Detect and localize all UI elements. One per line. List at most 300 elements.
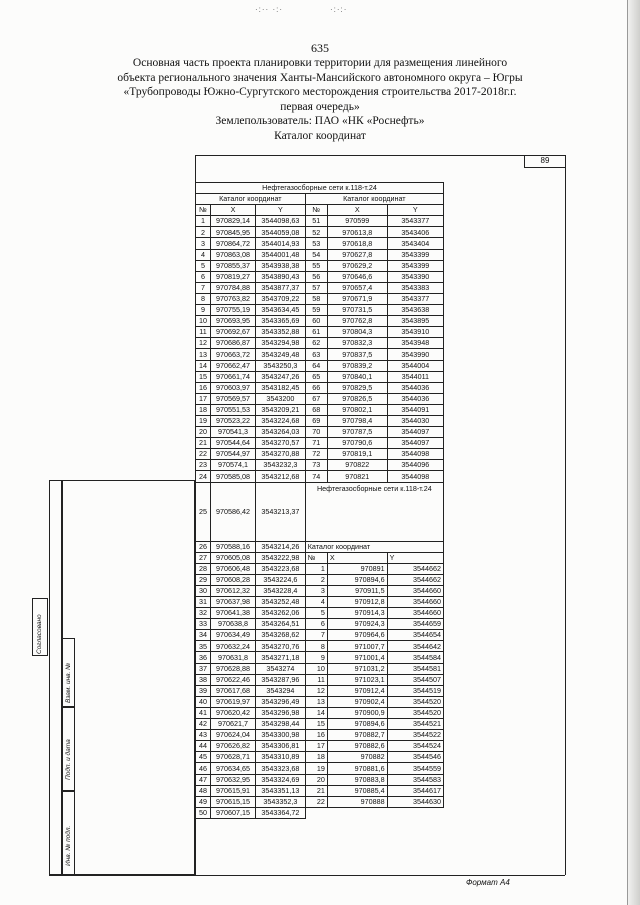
- point-y: 3543223,68: [256, 563, 306, 574]
- point-number: 13: [305, 696, 327, 707]
- point-x: 970624,04: [211, 730, 256, 741]
- second-header-x: X: [327, 552, 387, 563]
- point-number: 5: [305, 608, 327, 619]
- point-x: 970784,88: [211, 282, 256, 293]
- point-y: 3543296,49: [256, 696, 306, 707]
- point-x: 970620,42: [211, 707, 256, 718]
- point-x: 970632,95: [211, 774, 256, 785]
- point-x: 970731,5: [327, 305, 387, 316]
- point-y: 3544520: [387, 707, 443, 718]
- point-y: 3543250,3: [256, 360, 306, 371]
- catalog-label-right: Каталог координат: [305, 194, 443, 205]
- format-label: Формат А4: [466, 878, 510, 887]
- point-y: 3543294: [256, 685, 306, 696]
- point-y: 3544617: [387, 785, 443, 796]
- point-x: 970819,1: [327, 449, 387, 460]
- point-y: 3543390: [387, 271, 443, 282]
- point-y: 3544011: [387, 371, 443, 382]
- table-row: [196, 563, 444, 574]
- point-y: 3543709,22: [256, 293, 306, 304]
- point-y: 3544654: [387, 630, 443, 641]
- point-number: 10: [305, 663, 327, 674]
- point-y: 3544660: [387, 597, 443, 608]
- point-number: 59: [305, 305, 327, 316]
- point-number: 58: [305, 293, 327, 304]
- table-row: [196, 482, 444, 541]
- table-row: [196, 619, 444, 630]
- point-y: 3543895: [387, 316, 443, 327]
- point-number: 46: [196, 763, 211, 774]
- point-x: 970541,3: [211, 427, 256, 438]
- point-y: 3543351,13: [256, 785, 306, 796]
- table-row: [196, 327, 444, 338]
- point-y: 3544662: [387, 574, 443, 585]
- point-y: 3543399: [387, 260, 443, 271]
- point-y: 3543365,69: [256, 316, 306, 327]
- point-x: 970617,68: [211, 685, 256, 696]
- point-y: 3544519: [387, 685, 443, 696]
- point-x: 970692,67: [211, 327, 256, 338]
- point-x: 970912,4: [327, 685, 387, 696]
- point-y: 3543268,62: [256, 630, 306, 641]
- side-stamp-strip: [49, 480, 195, 875]
- side-label-replace: Взам. инв. №: [65, 662, 72, 703]
- empty-cell: [305, 807, 443, 818]
- point-x: 970615,15: [211, 796, 256, 807]
- point-y: 3543306,81: [256, 741, 306, 752]
- table-row: [196, 763, 444, 774]
- point-number: 33: [196, 619, 211, 630]
- point-number: 36: [196, 652, 211, 663]
- table-row: [196, 774, 444, 785]
- table-row: [196, 238, 444, 249]
- point-number: 38: [196, 674, 211, 685]
- point-y: 3543224,6: [256, 574, 306, 585]
- point-number: 31: [196, 597, 211, 608]
- point-number: 30: [196, 585, 211, 596]
- point-x: 970631,8: [211, 652, 256, 663]
- point-number: 18: [196, 404, 211, 415]
- point-x: 970821: [327, 471, 387, 482]
- point-x: 970608,28: [211, 574, 256, 585]
- side-stamp-border: [49, 480, 62, 875]
- point-y: 3543296,98: [256, 707, 306, 718]
- table-row: [196, 305, 444, 316]
- point-x: 970574,1: [211, 460, 256, 471]
- coordinates-table: [195, 182, 444, 819]
- header-x-left: X: [211, 205, 256, 216]
- point-y: 3543274: [256, 663, 306, 674]
- point-x: 970798,4: [327, 415, 387, 426]
- point-number: 52: [305, 227, 327, 238]
- point-number: 12: [305, 685, 327, 696]
- point-x: 970837,5: [327, 349, 387, 360]
- point-y: 3544583: [387, 774, 443, 785]
- heading-line-6: Каталог координат: [274, 129, 366, 142]
- approval-label: Согласовано: [36, 614, 43, 654]
- point-number: 63: [305, 349, 327, 360]
- table-row: [196, 371, 444, 382]
- point-y: 3543310,89: [256, 752, 306, 763]
- point-x: 970544,97: [211, 449, 256, 460]
- point-number: 14: [196, 360, 211, 371]
- scan-artifact: ·:·· ·:·: [255, 5, 283, 14]
- point-number: 3: [305, 585, 327, 596]
- point-number: 71: [305, 438, 327, 449]
- point-x: 970621,7: [211, 719, 256, 730]
- point-y: 3543948: [387, 338, 443, 349]
- table-row: [196, 249, 444, 260]
- point-x: 970588,16: [211, 541, 256, 552]
- point-number: 56: [305, 271, 327, 282]
- point-x: 971001,4: [327, 652, 387, 663]
- point-number: 8: [305, 641, 327, 652]
- point-number: 62: [305, 338, 327, 349]
- point-x: 970855,37: [211, 260, 256, 271]
- point-number: 17: [305, 741, 327, 752]
- heading-line-4: первая очередь»: [280, 100, 360, 113]
- point-x: 970605,08: [211, 552, 256, 563]
- point-x: 971023,1: [327, 674, 387, 685]
- point-number: 73: [305, 460, 327, 471]
- point-x: 970607,15: [211, 807, 256, 818]
- header-num-left: №: [196, 205, 211, 216]
- table-row: [196, 663, 444, 674]
- point-x: 970964,6: [327, 630, 387, 641]
- point-number: 17: [196, 393, 211, 404]
- point-y: 3543352,88: [256, 327, 306, 338]
- point-x: 970661,74: [211, 371, 256, 382]
- point-number: 9: [305, 652, 327, 663]
- page-number: 635: [311, 41, 329, 55]
- second-header-y: Y: [387, 552, 443, 563]
- point-number: 66: [305, 382, 327, 393]
- point-x: 970914,3: [327, 608, 387, 619]
- point-x: 970619,97: [211, 696, 256, 707]
- table-row: [196, 674, 444, 685]
- table-row: [196, 552, 444, 563]
- point-number: 50: [196, 807, 211, 818]
- point-number: 7: [305, 630, 327, 641]
- point-y: 3543264,03: [256, 427, 306, 438]
- point-y: 3544546: [387, 752, 443, 763]
- point-number: 21: [305, 785, 327, 796]
- point-number: 39: [196, 685, 211, 696]
- point-x: 970569,57: [211, 393, 256, 404]
- point-y: 3544662: [387, 563, 443, 574]
- point-y: 3544098: [387, 471, 443, 482]
- point-number: 74: [305, 471, 327, 482]
- point-y: 3543890,43: [256, 271, 306, 282]
- point-y: 3544581: [387, 663, 443, 674]
- point-y: 3543352,3: [256, 796, 306, 807]
- point-number: 6: [196, 271, 211, 282]
- point-number: 49: [196, 796, 211, 807]
- point-y: 3543323,68: [256, 763, 306, 774]
- point-number: 8: [196, 293, 211, 304]
- point-x: 970829,5: [327, 382, 387, 393]
- table-row: [196, 719, 444, 730]
- point-number: 20: [305, 774, 327, 785]
- table-row: [196, 752, 444, 763]
- table-row: [196, 316, 444, 327]
- point-number: 60: [305, 316, 327, 327]
- point-number: 4: [305, 597, 327, 608]
- table-row: [196, 541, 444, 552]
- point-number: 35: [196, 641, 211, 652]
- point-x: 970686,87: [211, 338, 256, 349]
- point-x: 970900,9: [327, 707, 387, 718]
- point-number: 21: [196, 438, 211, 449]
- point-x: 970612,32: [211, 585, 256, 596]
- point-x: 970881,6: [327, 763, 387, 774]
- point-y: 3543910: [387, 327, 443, 338]
- point-number: 19: [196, 415, 211, 426]
- catalog-label-left: Каталог координат: [196, 194, 306, 205]
- point-number: 67: [305, 393, 327, 404]
- point-y: 3543404: [387, 238, 443, 249]
- point-x: 970628,88: [211, 663, 256, 674]
- point-x: 970894,6: [327, 719, 387, 730]
- point-number: 32: [196, 608, 211, 619]
- heading-line-1: Основная часть проекта планировки территории для размещения линейного: [132, 57, 508, 69]
- point-x: 970632,24: [211, 641, 256, 652]
- header-num-right: №: [305, 205, 327, 216]
- point-number: 11: [196, 327, 211, 338]
- point-number: 11: [305, 674, 327, 685]
- table-row: [196, 349, 444, 360]
- point-x: 970840,1: [327, 371, 387, 382]
- point-y: 3543182,45: [256, 382, 306, 393]
- point-number: 1: [196, 216, 211, 227]
- point-y: 3543364,72: [256, 807, 306, 818]
- point-y: 3544097: [387, 438, 443, 449]
- point-y: 3544522: [387, 730, 443, 741]
- point-y: 3543638: [387, 305, 443, 316]
- table-row: [196, 641, 444, 652]
- table-row: [196, 685, 444, 696]
- point-x: 970832,3: [327, 338, 387, 349]
- point-x: 970882,6: [327, 741, 387, 752]
- point-number: 2: [196, 227, 211, 238]
- point-x: 970646,6: [327, 271, 387, 282]
- table-row: [196, 393, 444, 404]
- point-x: 970671,9: [327, 293, 387, 304]
- point-number: 28: [196, 563, 211, 574]
- point-y: 3544584: [387, 652, 443, 663]
- point-y: 3543232,3: [256, 460, 306, 471]
- point-x: 970911,5: [327, 585, 387, 596]
- point-number: 61: [305, 327, 327, 338]
- point-y: 3543270,76: [256, 641, 306, 652]
- point-number: 6: [305, 619, 327, 630]
- side-label-sign: Подп. и дата: [65, 739, 72, 780]
- table-row: [196, 785, 444, 796]
- table-row: [196, 796, 444, 807]
- point-x: 970628,71: [211, 752, 256, 763]
- point-y: 3544642: [387, 641, 443, 652]
- point-x: 971031,2: [327, 663, 387, 674]
- point-y: 3544036: [387, 393, 443, 404]
- point-x: 970663,72: [211, 349, 256, 360]
- document-heading: [0, 56, 640, 143]
- point-x: 970787,5: [327, 427, 387, 438]
- approval-box: [32, 598, 48, 656]
- point-number: 42: [196, 719, 211, 730]
- point-number: 23: [196, 460, 211, 471]
- point-x: 970762,8: [327, 316, 387, 327]
- point-x: 970894,6: [327, 574, 387, 585]
- point-number: 16: [196, 382, 211, 393]
- heading-line-5: Землепользователь: ПАО «НК «Роснефть»: [215, 115, 425, 127]
- point-x: 970615,91: [211, 785, 256, 796]
- table-row: [196, 427, 444, 438]
- point-number: 72: [305, 449, 327, 460]
- point-number: 9: [196, 305, 211, 316]
- table-row: [196, 338, 444, 349]
- point-y: 3543377: [387, 293, 443, 304]
- point-x: 970864,72: [211, 238, 256, 249]
- point-number: 14: [305, 707, 327, 718]
- point-x: 970622,46: [211, 674, 256, 685]
- point-x: 970523,22: [211, 415, 256, 426]
- point-number: 44: [196, 741, 211, 752]
- point-y: 3544059,08: [256, 227, 306, 238]
- point-x: 970603,97: [211, 382, 256, 393]
- point-number: 12: [196, 338, 211, 349]
- point-x: 970882,7: [327, 730, 387, 741]
- point-number: 70: [305, 427, 327, 438]
- table-row: [196, 471, 444, 482]
- point-y: 3543938,38: [256, 260, 306, 271]
- scan-artifact: ·:·:·: [330, 5, 348, 14]
- table-row: [196, 360, 444, 371]
- point-x: 970626,82: [211, 741, 256, 752]
- point-x: 970586,42: [211, 482, 256, 541]
- point-number: 25: [196, 482, 211, 541]
- point-y: 3543271,18: [256, 652, 306, 663]
- frame-right: [565, 155, 566, 875]
- point-number: 40: [196, 696, 211, 707]
- point-number: 34: [196, 630, 211, 641]
- point-y: 3543222,98: [256, 552, 306, 563]
- point-y: 3543287,96: [256, 674, 306, 685]
- table-row: [196, 730, 444, 741]
- point-y: 3543214,26: [256, 541, 306, 552]
- point-x: 970885,4: [327, 785, 387, 796]
- table-row: [196, 216, 444, 227]
- point-x: 970551,53: [211, 404, 256, 415]
- point-y: 3543270,57: [256, 438, 306, 449]
- point-y: 3543399: [387, 249, 443, 260]
- point-x: 970585,08: [211, 471, 256, 482]
- point-x: 970883,8: [327, 774, 387, 785]
- point-y: 3543247,26: [256, 371, 306, 382]
- point-number: 19: [305, 763, 327, 774]
- point-y: 3543224,68: [256, 415, 306, 426]
- point-y: 3544091: [387, 404, 443, 415]
- point-y: 3543264,51: [256, 619, 306, 630]
- point-number: 4: [196, 249, 211, 260]
- side-stamp-field: [62, 480, 195, 875]
- point-x: 970845,95: [211, 227, 256, 238]
- table-row: [196, 652, 444, 663]
- point-x: 970641,38: [211, 608, 256, 619]
- point-number: 55: [305, 260, 327, 271]
- point-y: 3544630: [387, 796, 443, 807]
- table-row: [196, 630, 444, 641]
- point-x: 970829,14: [211, 216, 256, 227]
- point-number: 5: [196, 260, 211, 271]
- point-number: 1: [305, 563, 327, 574]
- point-x: 971007,7: [327, 641, 387, 652]
- point-y: 3544096: [387, 460, 443, 471]
- table-row: [196, 597, 444, 608]
- table-row: [196, 807, 444, 818]
- point-number: 7: [196, 282, 211, 293]
- point-y: 3543406: [387, 227, 443, 238]
- point-y: 3543298,44: [256, 719, 306, 730]
- point-number: 37: [196, 663, 211, 674]
- point-x: 970902,4: [327, 696, 387, 707]
- point-y: 3544507: [387, 674, 443, 685]
- point-number: 64: [305, 360, 327, 371]
- point-x: 970693,95: [211, 316, 256, 327]
- point-number: 54: [305, 249, 327, 260]
- point-y: 3543200: [256, 393, 306, 404]
- second-catalog-label: Каталог координат: [305, 541, 443, 552]
- point-y: 3544098: [387, 449, 443, 460]
- point-x: 970912,8: [327, 597, 387, 608]
- point-x: 970839,2: [327, 360, 387, 371]
- point-y: 3544036: [387, 382, 443, 393]
- table-row: [196, 293, 444, 304]
- point-y: 3544524: [387, 741, 443, 752]
- table-row: [196, 382, 444, 393]
- point-number: 16: [305, 730, 327, 741]
- point-y: 3543383: [387, 282, 443, 293]
- point-number: 20: [196, 427, 211, 438]
- point-y: 3543252,48: [256, 597, 306, 608]
- point-y: 3543249,48: [256, 349, 306, 360]
- point-y: 3544520: [387, 696, 443, 707]
- table-row: [196, 260, 444, 271]
- point-number: 29: [196, 574, 211, 585]
- point-x: 970882: [327, 752, 387, 763]
- point-y: 3544030: [387, 415, 443, 426]
- point-number: 53: [305, 238, 327, 249]
- header-x-right: X: [327, 205, 387, 216]
- point-x: 970888: [327, 796, 387, 807]
- header-y-left: Y: [256, 205, 306, 216]
- point-x: 970804,3: [327, 327, 387, 338]
- point-x: 970544,64: [211, 438, 256, 449]
- point-y: 3543213,37: [256, 482, 306, 541]
- point-x: 970634,65: [211, 763, 256, 774]
- point-x: 970763,82: [211, 293, 256, 304]
- point-x: 970618,8: [327, 238, 387, 249]
- point-y: 3544098,63: [256, 216, 306, 227]
- point-x: 970638,8: [211, 619, 256, 630]
- point-number: 27: [196, 552, 211, 563]
- table-row: [196, 449, 444, 460]
- point-number: 41: [196, 707, 211, 718]
- point-y: 3544660: [387, 608, 443, 619]
- point-y: 3544014,93: [256, 238, 306, 249]
- point-y: 3543324,69: [256, 774, 306, 785]
- main-table-title: Нефтегазосборные сети к.118-т.24: [196, 183, 444, 194]
- point-x: 970657,4: [327, 282, 387, 293]
